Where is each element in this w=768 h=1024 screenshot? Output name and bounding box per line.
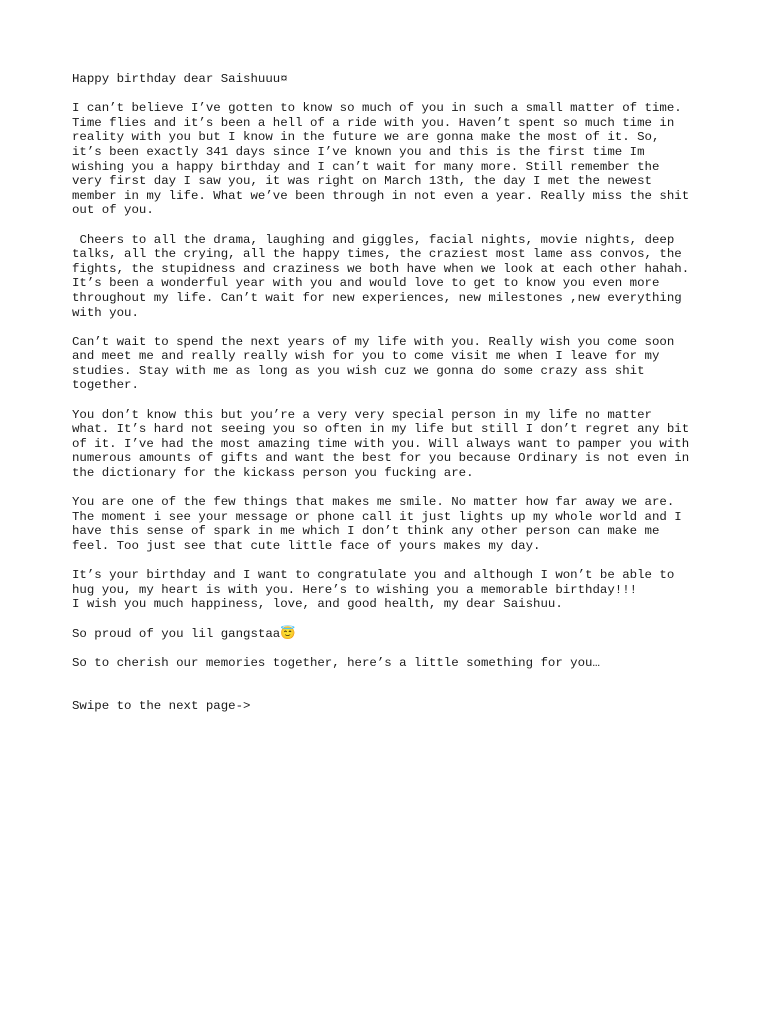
- paragraph-1: I can’t believe I’ve gotten to know so much of you in such a small matter of time. Time flies and it’s been a hell of a ride with you. Haven’t spent so much time in reality with you but I know in the future we are gonna make the most of it. So, it’s been exactly 341 days since I’ve known you and this is the first time Im wishing you a happy birthday and I can’t wait for many more. Still remember the very first day I saw you, it was right on March 13th, the day I met the newest member in my life. What we’ve been through in not even a year. Really miss the shit out of you.: [72, 101, 690, 218]
- paragraph-3: Can’t wait to spend the next years of my life with you. Really wish you come soon and meet me and really really wish for you to come visit me when I leave for my studies. Stay with me as long as you wish cuz we gonna do some crazy ass shit together.: [72, 334, 675, 393]
- paragraph-8: So to cherish our memories together, here’s a little something for you…: [72, 655, 600, 670]
- greeting-line: Happy birthday dear Saishuuu¤: [72, 72, 288, 86]
- paragraph-2: Cheers to all the drama, laughing and giggles, facial nights, movie nights, deep talks, all the crying, all the happy times, the craziest most lame ass convos, the fights, the stupidness and craziness we both have when we look at each other hahah. It’s been a wonderful year with you and would love to get to know you even more throughout my life. Can’t wait for new experiences, new milestones ,new everything with you.: [72, 232, 690, 320]
- paragraph-5: You are one of the few things that makes me smile. No matter how far away we are. The moment i see your message or phone call it just lights up my whole world and I have this sense of spark in me which I don’t think any other person can make me feel. Too just see that cute little face of yours makes my day.: [72, 495, 682, 553]
- paragraph-6: It’s your birthday and I want to congratulate you and although I won’t be able to hug you, my heart is with you. Here’s to wishing you a memorable birthday!!! I wish you much happiness, love, and good health, my dear Saishuu.: [72, 568, 675, 612]
- closing-line: Swipe to the next page->: [72, 699, 251, 714]
- paragraph-4: You don’t know this but you’re a very very special person in my life no matter what. It’s hard not seeing you so often in my life but still I don’t regret any bit of it. I’ve had the most amazing time with you. Will always want to pamper you with numerous amounts of gifts and want the best for you because Ordinary is not even in the dictionary for the kickass person you fucking are.: [72, 407, 690, 481]
- letter-body: [72, 72, 702, 729]
- paragraph-7: So proud of you lil gangstaa😇: [72, 626, 296, 641]
